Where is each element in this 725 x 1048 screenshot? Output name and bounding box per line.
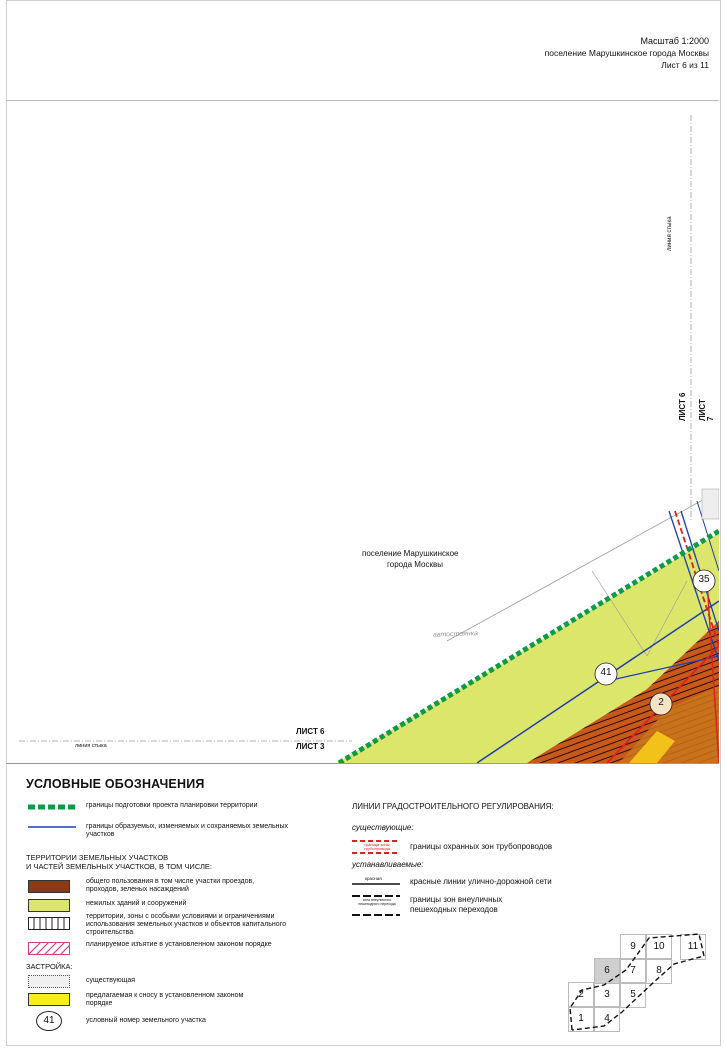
legend-symbol-plot-boundary xyxy=(28,823,76,831)
sheet-index-cell-2[interactable]: 2 xyxy=(568,982,594,1008)
sheet-index-cell-3[interactable]: 3 xyxy=(594,982,620,1008)
sheet-index-cell-6-current[interactable]: 6 xyxy=(594,958,620,984)
road-label: автостоянка xyxy=(432,630,478,639)
joint-line-label-vertical: линия стыка xyxy=(667,216,673,251)
legend-planning-boundary: границы подготовки проекта планировки территории xyxy=(86,802,258,809)
joint-line-label-horizontal: линия стыка xyxy=(75,743,107,749)
sheet-7-label-vertical: ЛИСТ 7 xyxy=(698,399,715,421)
area-label-line2: города Москвы xyxy=(387,560,443,569)
sheet-index-cell-8[interactable]: 8 xyxy=(646,958,672,984)
map-canvas[interactable] xyxy=(7,101,719,763)
legend-red-tag: красная xyxy=(365,876,382,881)
sheet-index-cell-5[interactable]: 5 xyxy=(620,982,646,1008)
legend-planned-seizure: планируемое изъятие в установленном законом порядке xyxy=(86,941,272,948)
legend-ped-zones: границы зон внеуличных пешеходных переходов xyxy=(410,895,503,914)
sheet-index-cell-10[interactable]: 10 xyxy=(646,934,672,960)
settlement-label: поселение Марушкинское города Москвы xyxy=(544,48,709,58)
legend-divider xyxy=(6,763,719,764)
area-label-line1: поселение Марушкинское xyxy=(362,549,459,558)
legend-special-zones: территории, зоны с особыми условиями и ограничениями использования земельных участков и объектов капитального строительства xyxy=(86,913,286,936)
sheet-index-cell-9[interactable]: 9 xyxy=(620,934,646,960)
sheet-number-label: Лист 6 из 11 xyxy=(661,60,709,70)
sheet-index-cell-1[interactable]: 1 xyxy=(568,1006,594,1032)
sheet-6-label-vertical: ЛИСТ 6 xyxy=(678,392,687,421)
sheet-6-label-horizontal: ЛИСТ 6 xyxy=(296,727,325,736)
legend-symbol-demolition xyxy=(28,993,70,1006)
legend-ped-tag: зона внеуличного пешеходного перехода xyxy=(358,898,396,906)
legend-symbol-special-zones xyxy=(28,917,70,930)
legend-established-sub: устанавливаемые: xyxy=(352,860,424,869)
legend-symbol-existing xyxy=(28,975,70,988)
plot-number-2: 2 xyxy=(658,697,664,708)
plot-number-35: 35 xyxy=(698,574,710,585)
legend-territories-header-2: И ЧАСТЕЙ ЗЕМЕЛЬНЫХ УЧАСТКОВ, В ТОМ ЧИСЛЕ: xyxy=(26,862,213,871)
existing-building xyxy=(702,489,719,519)
legend-pipeline-zones: границы охранных зон трубопроводов xyxy=(410,842,553,851)
sheet-3-label-horizontal: ЛИСТ 3 xyxy=(296,742,325,751)
sheet-index-cell-7[interactable]: 7 xyxy=(620,958,646,984)
legend-territories-header-1: ТЕРРИТОРИИ ЗЕМЕЛЬНЫХ УЧАСТКОВ xyxy=(26,853,169,862)
legend-symbol-non-residential xyxy=(28,899,70,912)
legend-buildings-header: ЗАСТРОЙКА: xyxy=(26,962,73,971)
legend-plot-number: условный номер земельного участка xyxy=(86,1017,206,1024)
legend-pipeline-zone-tag: граница зоны трубопровода xyxy=(364,842,390,851)
legend-red-lines: красные линии улично-дорожной сети xyxy=(410,877,552,886)
legend-existing-sub: существующие: xyxy=(352,823,414,832)
legend-reg-lines-title: ЛИНИИ ГРАДОСТРОИТЕЛЬНОГО РЕГУЛИРОВАНИЯ: xyxy=(352,802,554,811)
legend-symbol-planning-boundary xyxy=(28,803,76,811)
plot-number-41: 41 xyxy=(600,667,612,678)
legend-non-residential: нежилых зданий и сооружений xyxy=(86,900,187,907)
sheet-index-boundary xyxy=(564,930,714,1036)
sheet-index-cell-4[interactable]: 4 xyxy=(594,1006,620,1032)
legend-existing: существующая xyxy=(86,977,136,984)
scale-label: Масштаб 1:2000 xyxy=(640,36,709,46)
legend-symbol-plot-number: 41 xyxy=(36,1011,62,1031)
legend-symbol-planned-seizure xyxy=(28,942,70,955)
legend-common-use: общего пользования в том числе участки проездов, проходов, зеленых насаждений xyxy=(86,878,255,893)
legend-symbol-common-use xyxy=(28,880,70,893)
legend-title: УСЛОВНЫЕ ОБОЗНАЧЕНИЯ xyxy=(26,777,205,791)
legend-plot-boundary: границы образуемых, изменяемых и сохраняемых земельных участков xyxy=(86,823,289,838)
legend-demolition: предлагаемая к сносу в установленном законом порядке xyxy=(86,992,244,1007)
sheet-index-cell-11[interactable]: 11 xyxy=(680,934,706,960)
